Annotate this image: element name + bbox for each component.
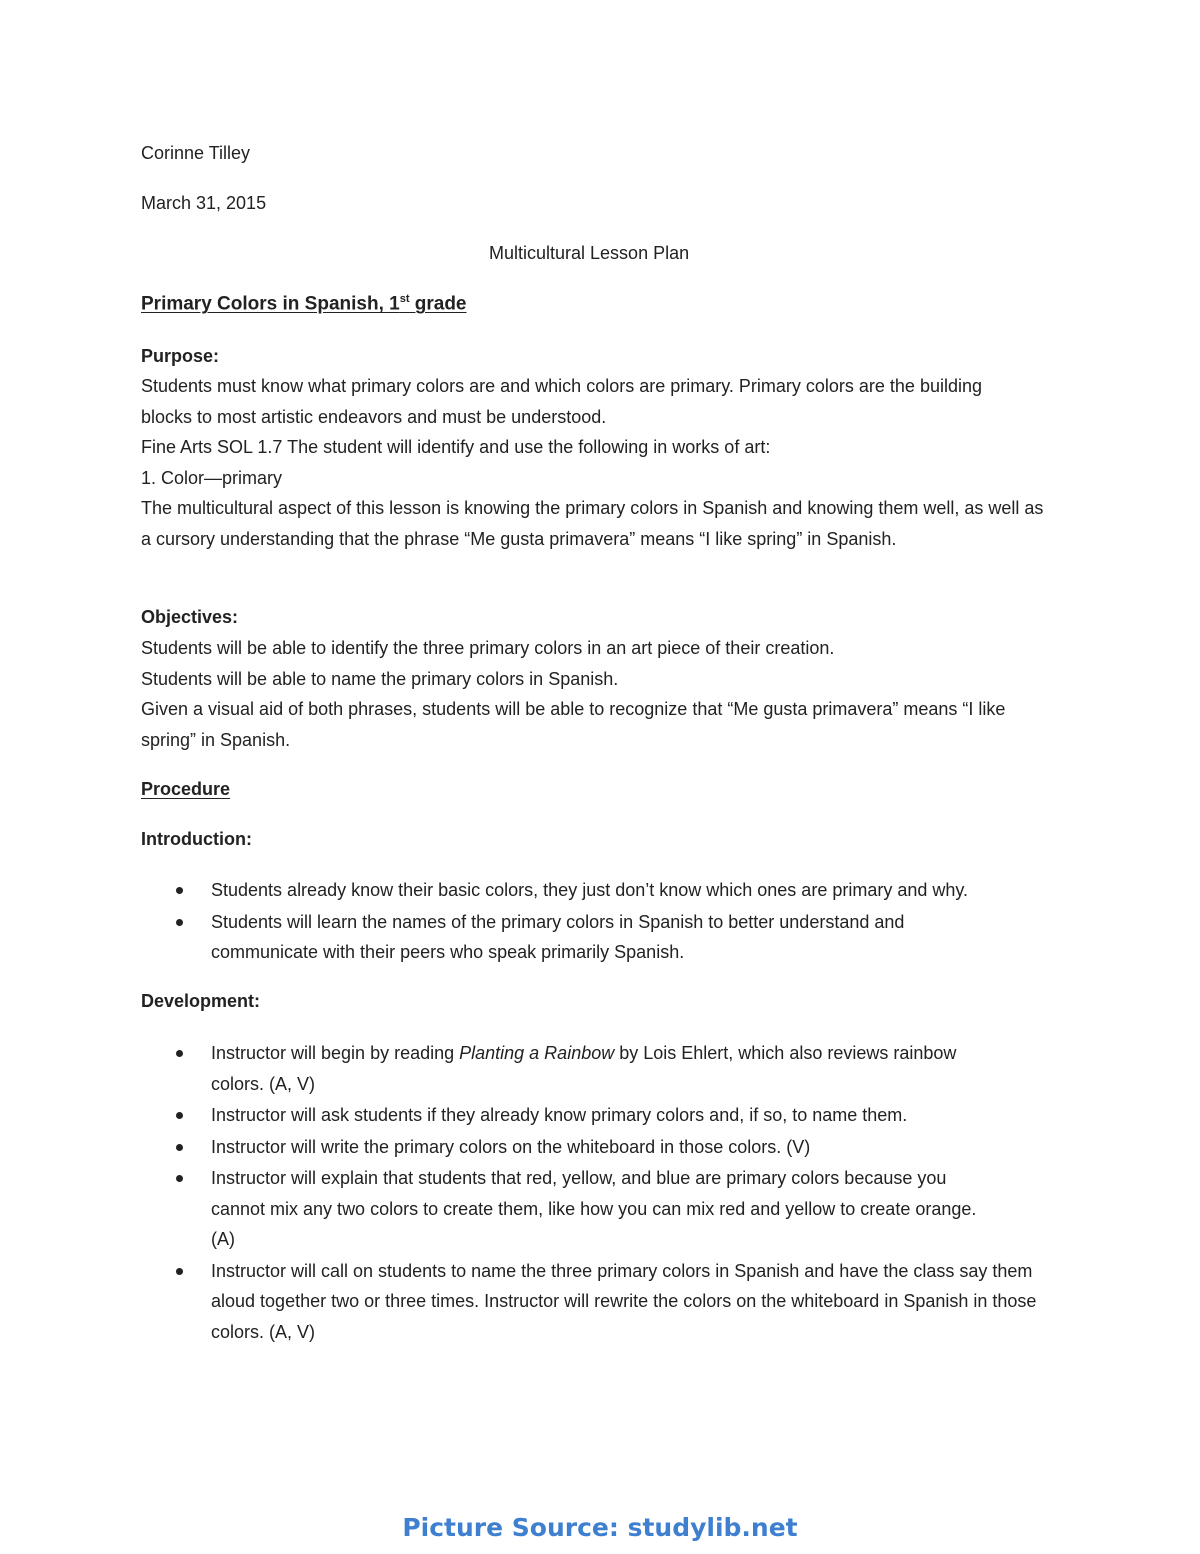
development-bullet-3: Instructor will write the primary colors on the whiteboard in those colors. (V) xyxy=(211,1136,811,1157)
introduction-heading: Introduction: xyxy=(141,829,252,849)
lesson-title-tail: grade xyxy=(409,293,467,315)
bullet-icon xyxy=(176,919,183,926)
bullet-icon xyxy=(176,1175,183,1182)
bullet-icon xyxy=(176,1268,183,1275)
procedure-heading: Procedure xyxy=(141,779,231,799)
development-bullet-4: Instructor will explain that students that red, yellow, and blue are primary colors because you cannot mix any two colors to create them, like how you can mix red and yellow to create orange. (A) xyxy=(211,1168,977,1249)
list-item xyxy=(141,875,1061,906)
lesson-title-superscript: st xyxy=(399,293,410,305)
lesson-title-main: Primary Colors in Spanish, 1 xyxy=(141,293,400,315)
development-list xyxy=(141,1038,1061,1348)
development-bullet-1-pre: Instructor will begin by reading xyxy=(211,1043,460,1063)
book-title: Planting a Rainbow xyxy=(459,1043,615,1063)
purpose-paragraph-1: Students must know what primary colors are and which colors are primary. Primary colors are the building blocks to most artistic endeavors and must be understood. xyxy=(141,376,982,427)
list-item xyxy=(141,1163,1061,1255)
objective-line-1: Students will be able to identify the three primary colors in an art piece of their creation. xyxy=(141,638,835,658)
objective-line-2: Students will be able to name the primary colors in Spanish. xyxy=(141,668,619,689)
list-item xyxy=(141,1256,1061,1348)
lesson-title xyxy=(141,293,467,315)
purpose-heading: Purpose: xyxy=(141,346,220,366)
development-bullet-5: Instructor will call on students to name the three primary colors in Spanish and have the class say them aloud together two or three times. Instructor will rewrite the colors on the whiteboard in Spanish in those colors. (A, V) xyxy=(211,1260,1037,1342)
bullet-icon xyxy=(176,887,183,894)
purpose-sol-line: Fine Arts SOL 1.7 The student will identify and use the following in works of art: xyxy=(141,437,771,457)
development-bullet-1-post: by Lois Ehlert, which also reviews rainbow colors. (A, V) xyxy=(211,1043,957,1094)
bullet-icon xyxy=(176,1050,183,1057)
introduction-bullet-2: Students will learn the names of the primary colors in Spanish to better understand and communicate with their peers who speak primarily Spanish. xyxy=(211,911,905,962)
bullet-icon xyxy=(176,1144,183,1151)
list-item xyxy=(141,907,1061,968)
introduction-list xyxy=(141,875,1061,969)
bullet-icon xyxy=(176,1112,183,1119)
introduction-bullet-1: Students already know their basic colors, they just don’t know which ones are primary and why. xyxy=(211,880,969,900)
purpose-section xyxy=(141,371,1044,554)
objectives-section xyxy=(141,633,1056,755)
author-name: Corinne Tilley xyxy=(141,143,251,163)
document-title: Multicultural Lesson Plan xyxy=(489,243,690,263)
list-item xyxy=(141,1100,1061,1131)
purpose-sol-item: 1. Color—primary xyxy=(141,467,283,488)
picture-source-caption: Picture Source: studylib.net xyxy=(402,1513,798,1542)
development-bullet-2: Instructor will ask students if they already know primary colors and, if so, to name them. xyxy=(211,1105,908,1125)
development-heading: Development: xyxy=(141,991,261,1011)
objectives-heading: Objectives: xyxy=(141,607,239,627)
list-item xyxy=(141,1132,1061,1163)
document-date: March 31, 2015 xyxy=(141,193,267,213)
purpose-paragraph-2: The multicultural aspect of this lesson is knowing the primary colors in Spanish and knowing them well, as well as a cursory understanding that the phrase “Me gusta primavera” means “I like spring” in Spanish. xyxy=(141,498,1044,549)
objective-line-3: Given a visual aid of both phrases, students will be able to recognize that “Me gusta primavera” means “I like spring” in Spanish. xyxy=(141,699,1006,750)
list-item xyxy=(141,1038,1061,1099)
